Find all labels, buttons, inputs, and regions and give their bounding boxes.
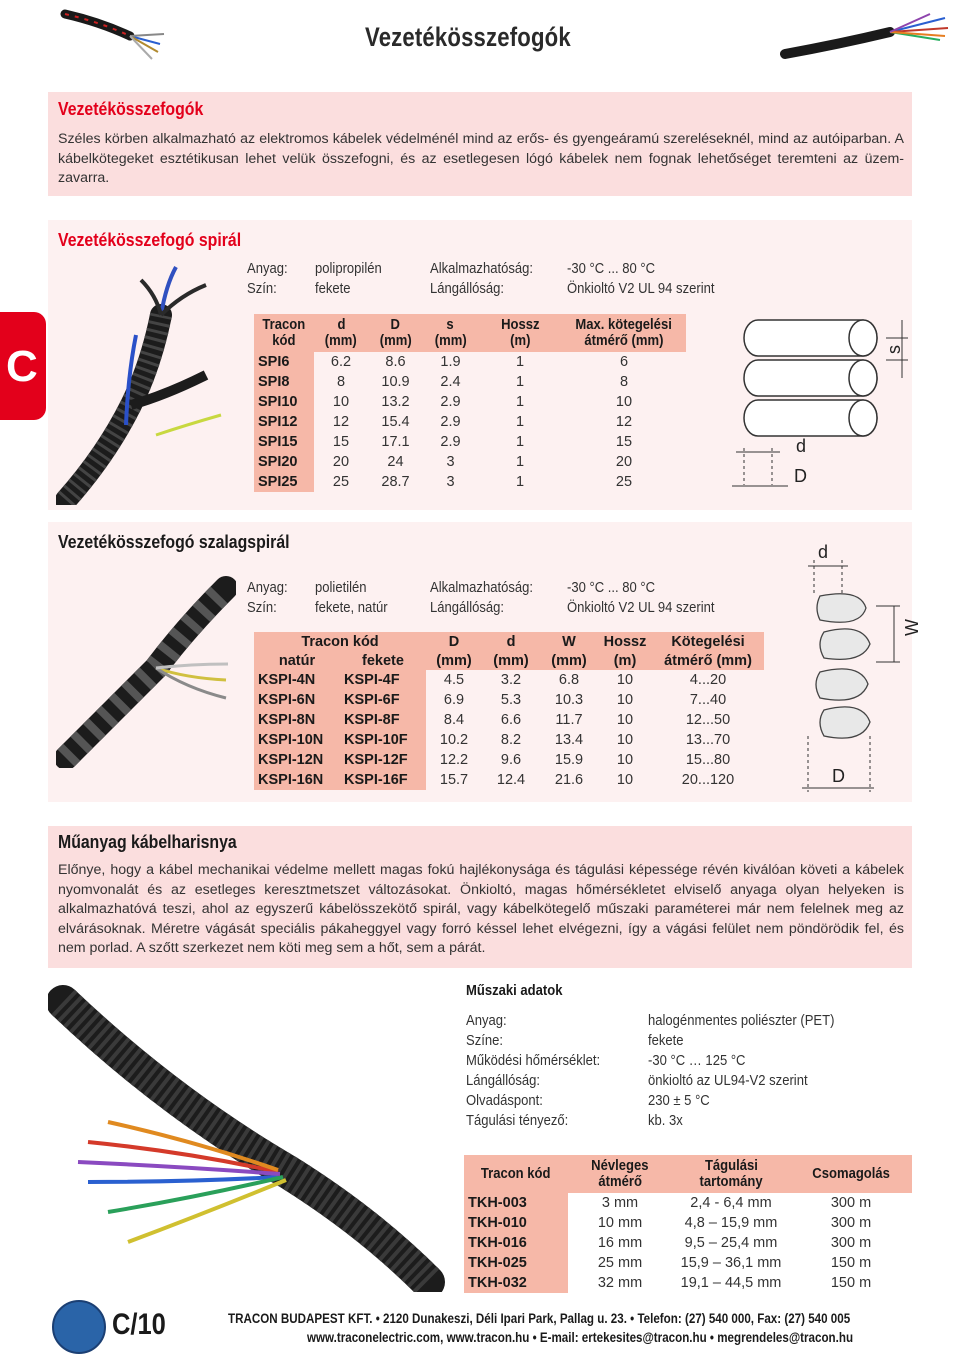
spiral-value-cell: 8.6 bbox=[385, 354, 406, 370]
spiral-code-cell: SPI20 bbox=[254, 452, 314, 472]
spiral-diagram-label-D: D bbox=[794, 466, 807, 486]
szalag-table-row bbox=[254, 710, 764, 730]
szalag-value-cell: 10 bbox=[616, 752, 634, 768]
harisnya-code-cell: TKH-010 bbox=[464, 1213, 568, 1233]
spiral-table-row bbox=[254, 352, 686, 372]
spiral-value-cell: 24 bbox=[387, 454, 404, 470]
harisnya-value-cell: 3 mm bbox=[601, 1195, 639, 1211]
szalag-table-row bbox=[254, 690, 764, 710]
szalag-code-cell: KSPI-8F bbox=[340, 710, 426, 730]
szalag-col-header: Hossz bbox=[598, 632, 652, 651]
szalag-value-cell: 5.3 bbox=[500, 692, 522, 708]
header-cable-photo-left bbox=[60, 4, 170, 64]
page-number: C/10 bbox=[112, 1308, 166, 1341]
spiral-value-cell: 1 bbox=[515, 374, 525, 390]
spiral-col-header: D (mm) bbox=[368, 314, 423, 352]
spiral-value-cell: 12 bbox=[332, 414, 350, 430]
szalag-value-cell: 15.7 bbox=[439, 772, 469, 788]
szalag-value-cell: 10 bbox=[616, 672, 634, 688]
spiral-value-cell: 20 bbox=[615, 454, 633, 470]
tech-label: Működési hőmérséklet: bbox=[466, 1053, 601, 1069]
harisnya-value-cell: 16 mm bbox=[597, 1235, 643, 1251]
szalag-value-cell: 12.2 bbox=[439, 752, 469, 768]
spiral-table-row bbox=[254, 472, 686, 492]
spiral-szin-value: fekete bbox=[315, 281, 351, 297]
spiral-code-cell: SPI12 bbox=[254, 412, 314, 432]
spiral-anyag-value: polipropilén bbox=[315, 261, 382, 277]
spiral-lang-value: Önkioltó V2 UL 94 szerint bbox=[567, 281, 715, 297]
spiral-value-cell: 15.4 bbox=[381, 414, 410, 430]
szalag-col-header: Kötegelési bbox=[652, 632, 764, 651]
spiral-value-cell: 15 bbox=[332, 434, 350, 450]
harisnya-value-cell: 15,9 – 36,1 mm bbox=[680, 1255, 782, 1271]
page-title: Vezetékösszefogók bbox=[365, 22, 571, 52]
spiral-diagram-label-s: s bbox=[884, 345, 904, 354]
harisnya-value-cell: 9,5 – 25,4 mm bbox=[684, 1235, 778, 1251]
szalag-code-cell: KSPI-16N bbox=[254, 770, 340, 790]
tech-value: halogénmentes poliészter (PET) bbox=[648, 1013, 835, 1029]
szalag-code-cell: KSPI-10N bbox=[254, 730, 340, 750]
harisnya-value-cell: 300 m bbox=[830, 1195, 872, 1211]
harisnya-table bbox=[464, 1155, 912, 1293]
spiral-value-cell: 6.2 bbox=[330, 354, 352, 370]
spiral-value-cell: 15 bbox=[615, 434, 633, 450]
harisnya-value-cell: 19,1 – 44,5 mm bbox=[680, 1275, 782, 1291]
szalag-value-cell: 10 bbox=[616, 712, 634, 728]
szalag-value-cell: 4.5 bbox=[443, 672, 465, 688]
szalag-value-cell: 12.4 bbox=[496, 772, 526, 788]
harisnya-table-row bbox=[464, 1213, 912, 1233]
spiral-col-header: Max. kötegelési átmérő (mm) bbox=[562, 314, 686, 352]
spiral-value-cell: 1.9 bbox=[440, 354, 461, 370]
harisnya-value-cell: 150 m bbox=[830, 1255, 872, 1271]
tech-value: 230 ± 5 °C bbox=[648, 1093, 710, 1109]
szalag-value-cell: 10 bbox=[616, 732, 634, 748]
section-tab-letter: C bbox=[6, 342, 38, 391]
spiral-table bbox=[254, 314, 686, 492]
spiral-value-cell: 1 bbox=[515, 414, 525, 430]
tech-label: Lángállóság: bbox=[466, 1073, 541, 1089]
szalag-value-cell: 8.2 bbox=[500, 732, 522, 748]
szalag-value-cell: 6.9 bbox=[443, 692, 465, 708]
szalag-col-unit: (mm) bbox=[482, 651, 540, 670]
harisnya-col-header: Csomagolás bbox=[790, 1155, 912, 1193]
spiral-value-cell: 10 bbox=[615, 394, 633, 410]
szalag-col-header: W bbox=[540, 632, 598, 651]
harisnya-value-cell: 2,4 - 6,4 mm bbox=[690, 1195, 772, 1211]
szalag-title: Vezetékösszefogó szalagspirál bbox=[58, 532, 290, 552]
spiral-value-cell: 3 bbox=[446, 474, 455, 490]
szalag-anyag-label: Anyag: bbox=[247, 580, 288, 596]
intro-title: Vezetékösszefogók bbox=[58, 99, 204, 119]
szalag-code-cell: KSPI-12F bbox=[340, 750, 426, 770]
szalag-table-header-top bbox=[254, 632, 764, 651]
spiral-value-cell: 8 bbox=[336, 374, 346, 390]
szalag-col-header: D bbox=[426, 632, 482, 651]
szalag-group-header: Tracon kód bbox=[254, 632, 426, 651]
spiral-table-header bbox=[254, 314, 686, 352]
tech-label: Színe: bbox=[466, 1033, 503, 1049]
szalag-dimension-diagram bbox=[780, 536, 930, 794]
spiral-col-header: Hossz (m) bbox=[478, 314, 562, 352]
szalag-alk-value: -30 °C ... 80 °C bbox=[567, 580, 656, 596]
szalag-table-row bbox=[254, 730, 764, 750]
company-logo bbox=[52, 1300, 106, 1354]
szalag-value-cell: 7...40 bbox=[689, 692, 727, 708]
footer-contacts: www.traconelectric.com, www.tracon.hu • E-mail: ertekesites@tracon.hu • megrendeles@tracon.hu bbox=[307, 1330, 854, 1345]
szalag-col-unit: átmérő (mm) bbox=[652, 651, 764, 670]
spiral-value-cell: 1 bbox=[515, 354, 525, 370]
harisnya-code-cell: TKH-025 bbox=[464, 1253, 568, 1273]
tech-label: Tágulási tényező: bbox=[466, 1113, 569, 1129]
spiral-value-cell: 2.9 bbox=[440, 414, 461, 430]
szalag-code-cell: KSPI-12N bbox=[254, 750, 340, 770]
szalag-alk-label: Alkalmazhatóság: bbox=[430, 580, 534, 596]
szalag-col-unit: (mm) bbox=[426, 651, 482, 670]
szalag-value-cell: 12...50 bbox=[685, 712, 731, 728]
harisnya-value-cell: 32 mm bbox=[597, 1275, 643, 1291]
spiral-code-cell: SPI10 bbox=[254, 392, 314, 412]
spiral-value-cell: 2.9 bbox=[440, 394, 461, 410]
spiral-value-cell: 20 bbox=[332, 454, 350, 470]
harisnya-value-cell: 10 mm bbox=[597, 1215, 643, 1231]
szalag-value-cell: 10.3 bbox=[554, 692, 584, 708]
tech-value: önkioltó az UL94-V2 szerint bbox=[648, 1073, 808, 1089]
tech-label: Anyag: bbox=[466, 1013, 507, 1029]
szalag-code-cell: KSPI-4F bbox=[340, 670, 426, 690]
szalag-value-cell: 4...20 bbox=[689, 672, 727, 688]
szalag-lang-label: Lángállóság: bbox=[430, 600, 505, 616]
szalag-value-cell: 10 bbox=[616, 692, 634, 708]
spiral-product-photo bbox=[56, 255, 236, 505]
spiral-table-row bbox=[254, 372, 686, 392]
szalag-code-cell: KSPI-6N bbox=[254, 690, 340, 710]
spiral-col-header: d (mm) bbox=[314, 314, 368, 352]
spiral-value-cell: 1 bbox=[515, 394, 525, 410]
spiral-table-row bbox=[254, 392, 686, 412]
harisnya-col-header: Tracon kód bbox=[464, 1155, 568, 1193]
spiral-table-row bbox=[254, 452, 686, 472]
szalag-value-cell: 3.2 bbox=[500, 672, 522, 688]
spiral-diagram-label-d: d bbox=[796, 436, 807, 456]
szalag-col-unit: (m) bbox=[598, 651, 652, 670]
spiral-value-cell: 1 bbox=[515, 454, 525, 470]
spiral-value-cell: 28.7 bbox=[381, 474, 410, 490]
szalag-value-cell: 6.6 bbox=[500, 712, 522, 728]
spiral-table-row bbox=[254, 412, 686, 432]
spiral-value-cell: 13.2 bbox=[381, 394, 410, 410]
szalag-sub-header: fekete bbox=[340, 651, 426, 670]
spiral-lang-label: Lángállóság: bbox=[430, 281, 505, 297]
szalag-value-cell: 10 bbox=[616, 772, 634, 788]
spiral-code-cell: SPI6 bbox=[254, 352, 314, 372]
spiral-value-cell: 10.9 bbox=[381, 374, 410, 390]
harisnya-value-cell: 300 m bbox=[830, 1235, 872, 1251]
intro-text: Széles körben alkalmazható az elektromos kábelek védelménél mind az erős- és gyengeáramú szereléseknél, mind az autóiparban. A kábelkötegeket esztétikusan lehet velük összefogni, és az esetlegesen lógó kábelek nem fognak lehetőséget teremteni az üzem-zavarra. bbox=[58, 131, 904, 187]
szalag-szin-label: Szín: bbox=[247, 600, 277, 616]
spiral-col-header: Tracon kód bbox=[254, 314, 314, 352]
szalag-value-cell: 9.6 bbox=[500, 752, 522, 768]
spiral-szin-label: Szín: bbox=[247, 281, 277, 297]
section-tab bbox=[0, 312, 46, 420]
spiral-value-cell: 6 bbox=[619, 354, 629, 370]
szalag-value-cell: 21.6 bbox=[554, 772, 584, 788]
szalag-table-row bbox=[254, 750, 764, 770]
tech-title: Műszaki adatok bbox=[466, 983, 563, 999]
spiral-value-cell: 12 bbox=[615, 414, 633, 430]
spiral-value-cell: 10 bbox=[332, 394, 350, 410]
spiral-col-header: s (mm) bbox=[423, 314, 478, 352]
tech-value: fekete bbox=[648, 1033, 684, 1049]
spiral-anyag-label: Anyag: bbox=[247, 261, 288, 277]
spiral-value-cell: 3 bbox=[446, 454, 455, 470]
spiral-dimension-diagram bbox=[728, 300, 918, 500]
harisnya-title: Műanyag kábelharisnya bbox=[58, 832, 237, 852]
harisnya-value-cell: 150 m bbox=[830, 1275, 872, 1291]
szalag-diagram-label-W: W bbox=[902, 619, 922, 636]
szalag-code-cell: KSPI-16F bbox=[340, 770, 426, 790]
szalag-table-row bbox=[254, 670, 764, 690]
szalag-value-cell: 15...80 bbox=[685, 752, 731, 768]
footer-address: TRACON BUDAPEST KFT. • 2120 Dunakeszi, Déli Ipari Park, Pallag u. 23. • Telefon: (27) 540 000, Fax: (27) 540 005 bbox=[228, 1311, 851, 1326]
spiral-code-cell: SPI25 bbox=[254, 472, 314, 492]
harisnya-value-cell: 300 m bbox=[830, 1215, 872, 1231]
spiral-code-cell: SPI8 bbox=[254, 372, 314, 392]
spiral-value-cell: 2.4 bbox=[440, 374, 461, 390]
harisnya-col-header: Tágulási tartomány bbox=[672, 1155, 790, 1193]
szalag-code-cell: KSPI-10F bbox=[340, 730, 426, 750]
harisnya-table-row bbox=[464, 1233, 912, 1253]
harisnya-value-cell: 4,8 – 15,9 mm bbox=[684, 1215, 778, 1231]
harisnya-table-header bbox=[464, 1155, 912, 1193]
szalag-value-cell: 15.9 bbox=[554, 752, 584, 768]
szalag-code-cell: KSPI-6F bbox=[340, 690, 426, 710]
szalag-value-cell: 8.4 bbox=[443, 712, 465, 728]
tech-value: kb. 3x bbox=[648, 1113, 683, 1129]
szalag-code-cell: KSPI-8N bbox=[254, 710, 340, 730]
szalag-col-header: d bbox=[482, 632, 540, 651]
harisnya-product-photo bbox=[48, 982, 448, 1292]
szalag-lang-value: Önkioltó V2 UL 94 szerint bbox=[567, 600, 715, 616]
harisnya-code-cell: TKH-016 bbox=[464, 1233, 568, 1253]
spiral-value-cell: 25 bbox=[332, 474, 350, 490]
harisnya-value-cell: 25 mm bbox=[597, 1255, 643, 1271]
spiral-code-cell: SPI15 bbox=[254, 432, 314, 452]
szalag-value-cell: 20...120 bbox=[681, 772, 735, 788]
harisnya-code-cell: TKH-003 bbox=[464, 1193, 568, 1213]
spiral-alk-value: -30 °C ... 80 °C bbox=[567, 261, 656, 277]
szalag-code-cell: KSPI-4N bbox=[254, 670, 340, 690]
szalag-value-cell: 11.7 bbox=[555, 712, 583, 728]
szalag-anyag-value: polietilén bbox=[315, 580, 367, 596]
szalag-table-header-bottom bbox=[254, 651, 764, 670]
spiral-value-cell: 1 bbox=[515, 434, 525, 450]
szalag-diagram-label-D: D bbox=[832, 766, 845, 786]
szalag-col-unit: (mm) bbox=[540, 651, 598, 670]
harisnya-col-header: Névleges átmérő bbox=[568, 1155, 672, 1193]
szalag-table-row bbox=[254, 770, 764, 790]
szalag-table bbox=[254, 632, 764, 790]
spiral-value-cell: 25 bbox=[615, 474, 633, 490]
spiral-alk-label: Alkalmazhatóság: bbox=[430, 261, 534, 277]
spiral-title: Vezetékösszefogó spirál bbox=[58, 230, 242, 250]
szalag-value-cell: 13...70 bbox=[685, 732, 731, 748]
spiral-value-cell: 17.1 bbox=[381, 434, 410, 450]
harisnya-table-row bbox=[464, 1273, 912, 1293]
spiral-value-cell: 2.9 bbox=[440, 434, 461, 450]
header-cable-photo-right bbox=[780, 10, 950, 66]
szalag-value-cell: 13.4 bbox=[554, 732, 584, 748]
szalag-sub-header: natúr bbox=[254, 651, 340, 670]
harisnya-text: Előnye, hogy a kábel mechanikai védelme mellett magas fokú hajlékonysága és tágulási képessége révén kiválóan követi a kábelek nyomvonalát és az esetleges keresztmetszet változásokat. Önkioltó, magas hőmérsékletet elviselő anyaga olyan helyeken is alkalmazhatóvá teszi, ahol az egyszerű kábelösszekötő spirál, vagy kábelkötegelő műszaki paraméterei már nem felelnek meg az elvárásoknak. Méretre vágását speciális pákaheggyel vagy forró késsel lehet elvégezni, így a vágási felület nem pöndörödik fel, és nem porlad. A szőtt szerkezet nem köti meg sem a hőt, sem a párát. bbox=[58, 862, 904, 957]
spiral-value-cell: 1 bbox=[515, 474, 525, 490]
harisnya-code-cell: TKH-032 bbox=[464, 1273, 568, 1293]
szalag-diagram-label-d: d bbox=[818, 542, 829, 562]
szalag-product-photo bbox=[56, 568, 236, 768]
spiral-value-cell: 8 bbox=[619, 374, 629, 390]
harisnya-table-row bbox=[464, 1253, 912, 1273]
szalag-szin-value: fekete, natúr bbox=[315, 600, 388, 616]
szalag-value-cell: 10.2 bbox=[439, 732, 469, 748]
harisnya-table-row bbox=[464, 1193, 912, 1213]
spiral-table-row bbox=[254, 432, 686, 452]
szalag-value-cell: 6.8 bbox=[558, 672, 580, 688]
tech-label: Olvadáspont: bbox=[466, 1093, 543, 1109]
tech-value: -30 °C … 125 °C bbox=[648, 1053, 746, 1069]
